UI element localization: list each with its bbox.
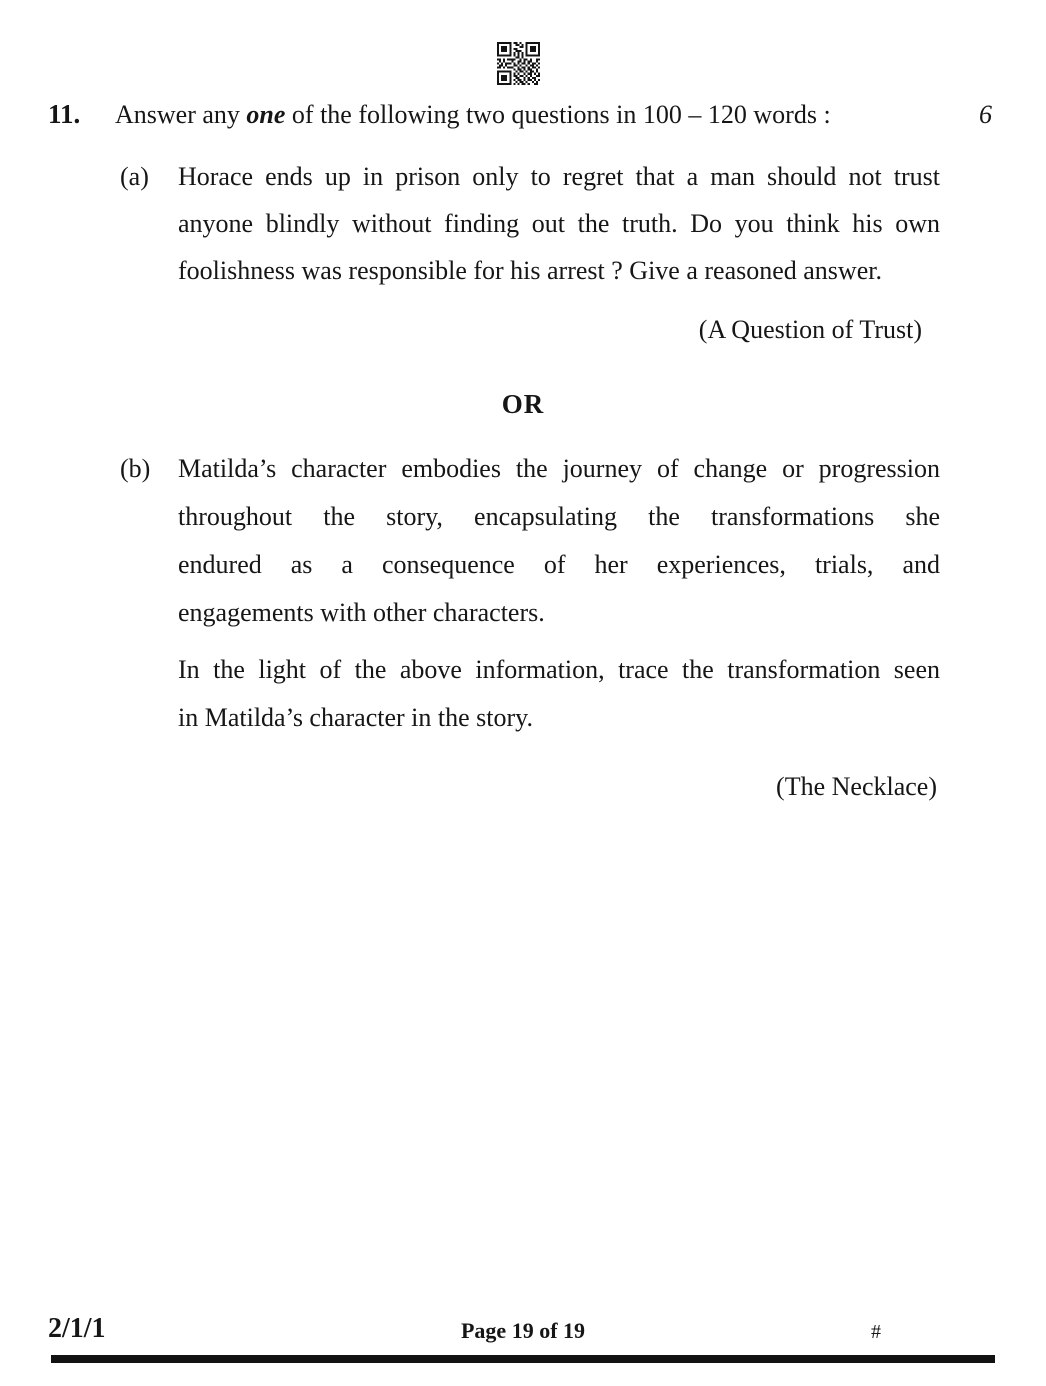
option-a-line: anyone blindly without finding out the truth. Do you think his own <box>178 209 940 238</box>
option-b-attribution: (The Necklace) <box>776 772 937 801</box>
page-footer <box>0 1312 1046 1352</box>
option-b-line: endured as a consequence of her experiences, trials, and <box>178 550 940 579</box>
question-emphasis: one <box>246 100 286 129</box>
option-b-paragraph-2 <box>178 646 940 742</box>
or-separator: OR <box>501 389 545 419</box>
option-a-line: Horace ends up in prison only to regret that a man should not trust <box>178 162 940 191</box>
footer-rule <box>51 1355 995 1363</box>
option-a-line: foolishness was responsible for his arrest ? Give a reasoned answer. <box>178 256 882 285</box>
option-b-line: throughout the story, encapsulating the transformations she <box>178 502 940 531</box>
option-b-line: engagements with other characters. <box>178 598 545 627</box>
question-text-before: Answer any <box>115 100 247 129</box>
option-b-line: in Matilda’s character in the story. <box>178 703 533 732</box>
page-number: Page 19 of 19 <box>460 1318 586 1343</box>
end-mark: # <box>871 1321 881 1343</box>
option-b-line: In the light of the above information, trace the transformation seen <box>178 655 940 684</box>
option-b-label: (b) <box>120 454 151 483</box>
option-a-attribution: (A Question of Trust) <box>698 315 922 344</box>
paper-code: 2/1/1 <box>48 1313 106 1344</box>
question-number: 11. <box>48 99 81 129</box>
marks-value: 6 <box>979 100 992 129</box>
option-a-text <box>178 153 940 294</box>
question-11-row <box>48 91 992 138</box>
option-a-label: (a) <box>120 162 149 191</box>
question-text <box>115 100 831 129</box>
qr-code <box>497 42 540 85</box>
option-b-line: Matilda’s character embodies the journey of change or progression <box>178 454 940 483</box>
question-text-after: of the following two questions in 100 – 120 words : <box>285 100 831 129</box>
option-b-paragraph-1 <box>178 445 940 637</box>
